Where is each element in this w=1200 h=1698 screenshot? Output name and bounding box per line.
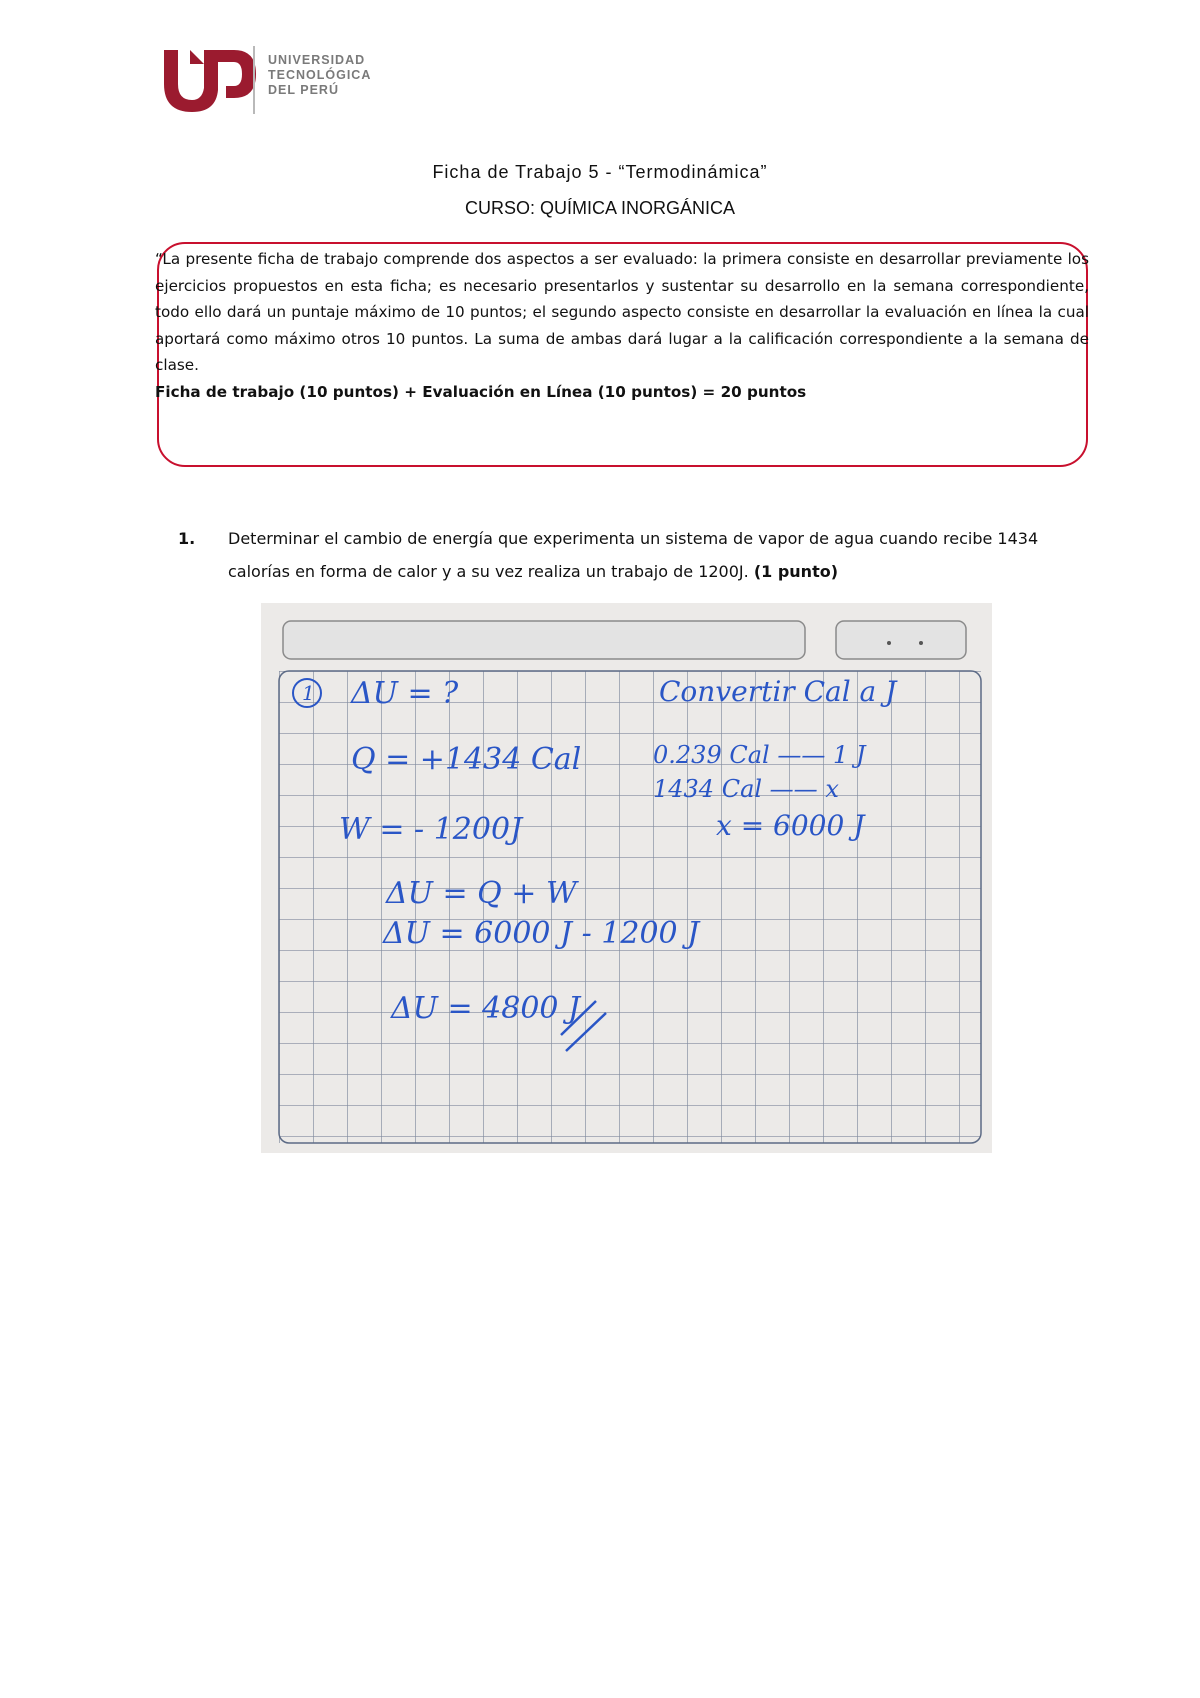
hw-result: ΔU = 4800 J [391,991,581,1026]
question-points: (1 punto) [753,562,839,581]
hw-substitution: ΔU = 6000 J - 1200 J [383,916,700,951]
hw-conversion-result: x = 6000 J [716,809,865,842]
university-name [268,53,371,98]
worksheet-title: Ficha de Trabajo 5 - “Termodinámica” [432,162,768,182]
hw-convert-heading: Convertir Cal a J [659,675,897,708]
handwritten-solution-photo [261,603,992,1153]
hw-delta-u: ΔU = ? [351,676,459,711]
hw-work: W = - 1200J [339,812,523,847]
question-number: 1. [178,529,196,548]
university-name-line-3: DEL PERÚ [268,83,339,97]
intro-paragraph: “La presente ficha de trabajo comprende dos aspectos a ser evaluado: la primera consiste en desarrollar previamente los ejercicios propuestos en esta ficha; es necesario presentarlos y sustentar su desarrollo en la semana correspondiente, todo ello dará un puntaje máximo de 10 puntos; el segundo aspecto consiste en desarrollar la evaluación en línea la cual aportará como máximo otros 10 puntos. La suma de ambas dará lugar a la calificación correspondiente a la semana de clase. [155,250,1089,374]
university-name-line-1: UNIVERSIDAD [268,53,366,67]
utp-logo-icon [160,40,260,120]
university-logo [160,40,380,120]
hw-conversion-2: 1434 Cal —— x [653,775,839,803]
hw-heat: Q = +1434 Cal [351,742,582,777]
hw-formula: ΔU = Q + W [386,876,577,911]
intro-text [155,246,1089,405]
notebook-page [261,603,992,1153]
course-title: CURSO: QUÍMICA INORGÁNICA [464,198,736,218]
question-1 [178,522,1058,588]
hw-index: 1 [302,681,315,705]
hw-conversion-1: 0.239 Cal —— 1 J [653,741,866,769]
grading-formula: Ficha de trabajo (10 puntos) + Evaluación en Línea (10 puntos) = 20 puntos [155,382,807,401]
question-text: Determinar el cambio de energía que experimenta un sistema de vapor de agua cuando recibe 1434 calorías en forma de calor y a su vez realiza un trabajo de 1200J. [228,529,1039,581]
university-name-line-2: TECNOLÓGICA [268,68,372,82]
